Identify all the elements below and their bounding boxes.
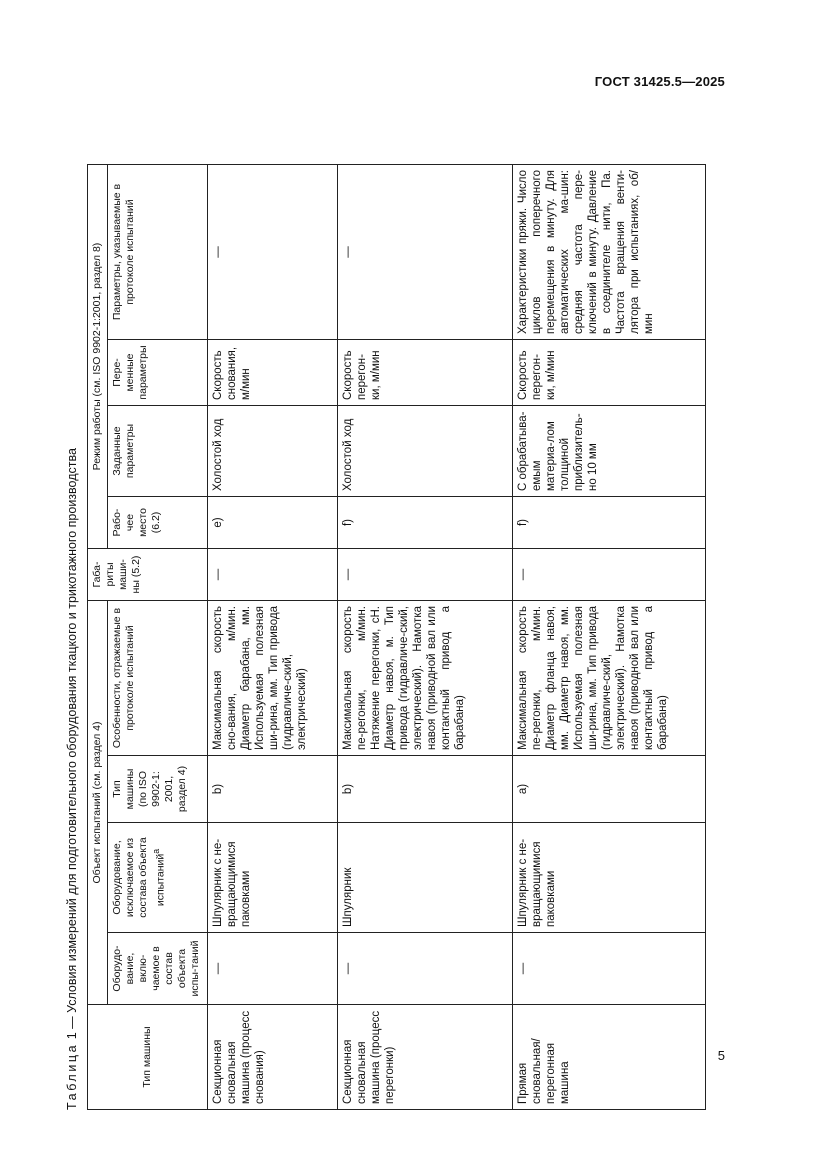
- table-caption-text: 1 — Условия измерений для подготовительного оборудования ткацкого и трикотажного производства: [65, 448, 79, 1040]
- cell-included: —: [338, 933, 513, 1005]
- header-excluded-text: Оборудование, исключаемое из состава объекта испытаний: [111, 837, 167, 918]
- rotated-table-page: [60, 30, 710, 1110]
- header-dimensions: Габа-риты маши-ны (5.2): [88, 549, 208, 601]
- page-number: 5: [717, 1048, 725, 1063]
- cell-machine-type: Прямая сновальная/ перегонная машина: [513, 1005, 706, 1110]
- table-caption-label: Таблица: [65, 1042, 79, 1110]
- cell-machine-type: Секционная сновальная машина (процесс снования): [208, 1005, 338, 1110]
- cell-set-params: С обрабатыва-емым материа-лом толщиной приблизитель-но 10 мм: [513, 406, 706, 497]
- cell-dimensions: —: [338, 549, 513, 601]
- header-object-group: Объект испытаний (см. раздел 4): [88, 601, 108, 1005]
- cell-workplace: e): [208, 497, 338, 549]
- cell-features: Максимальная скорость сно-вания, м/мин. Диаметр барабана, мм. Используемая полезная ши-рина, мм. Тип привода (гидравличе-ский, электрический): [208, 601, 338, 756]
- cell-variable-params: Скорость снования, м/мин: [208, 340, 338, 406]
- header-variable-params: Пере-менные параметры: [108, 340, 208, 406]
- header-machine-type: Тип машины: [88, 1005, 208, 1110]
- cell-iso-type: a): [513, 756, 706, 823]
- cell-variable-params: Скорость перегон-ки, м/мин: [338, 340, 513, 406]
- header-set-params: Заданные параметры: [108, 406, 208, 497]
- table-row: [208, 165, 338, 1110]
- cell-features: Максимальная скорость пе-регонки, м/мин. Натяжение перегонки, сН. Диаметр навоя, м. Тип привода (гидравличе-ский, электрический). Намотка навоя (приводной вал или контактный привод а барабана): [338, 601, 513, 756]
- cell-set-params: Холостой ход: [338, 406, 513, 497]
- header-excluded: [108, 823, 208, 933]
- header-mode-group: Режим работы (см. ISO 9902-1:2001, раздел 8): [88, 165, 108, 549]
- cell-protocol-params: —: [338, 165, 513, 340]
- header-included: Оборудо-вание, вклю-чаемое в состав объекта испы-таний: [108, 933, 208, 1005]
- cell-protocol-params: —: [208, 165, 338, 340]
- cell-variable-params: Скорость перегон-ки, м/мин: [513, 340, 706, 406]
- cell-machine-type: Секционная сновальная машина (процесс перегонки): [338, 1005, 513, 1110]
- cell-excluded: Шпулярник с не-вращающимися паковками: [208, 823, 338, 933]
- table-caption: [60, 448, 85, 1110]
- header-features: Особенности, отражаемые в протоколе испытаний: [108, 601, 208, 756]
- cell-iso-type: b): [208, 756, 338, 823]
- header-iso-type: Тип машины (по ISO 9902-1: 2001, раздел 4): [108, 756, 208, 823]
- header-excluded-footnote: a: [151, 848, 161, 854]
- cell-included: —: [208, 933, 338, 1005]
- cell-protocol-params: Характеристики пряжи. Число циклов поперечного перемещения в минуту. Для автоматических ма-шин: средняя частота пере-ключений в минуту. Давление в соединителе нити, Па. Частота вращения венти-лятора при испытаниях, об/мин: [513, 165, 706, 340]
- header-workplace: Рабо-чее место (6.2): [108, 497, 208, 549]
- conditions-table: [87, 164, 706, 1110]
- header-protocol-params: Параметры, указываемые в протоколе испытаний: [108, 165, 208, 340]
- cell-excluded: Шпулярник: [338, 823, 513, 933]
- document-code: ГОСТ 31425.5—2025: [594, 74, 725, 89]
- cell-features: Максимальная скорость пе-регонки, м/мин. Диаметр фланца навоя, мм. Диаметр навоя, мм. Используемая полезная ши-рина, мм. Тип привода (гидравличе-ский, электрический). Намотка навоя (приводной вал или контактный привод а барабана): [513, 601, 706, 756]
- cell-included: —: [513, 933, 706, 1005]
- cell-excluded: Шпулярник с не-вращающимися паковками: [513, 823, 706, 933]
- cell-dimensions: —: [513, 549, 706, 601]
- cell-workplace: f): [513, 497, 706, 549]
- cell-iso-type: b): [338, 756, 513, 823]
- cell-workplace: f): [338, 497, 513, 549]
- cell-set-params: Холостой ход: [208, 406, 338, 497]
- table-row: [338, 165, 513, 1110]
- cell-dimensions: —: [208, 549, 338, 601]
- table-row: [513, 165, 706, 1110]
